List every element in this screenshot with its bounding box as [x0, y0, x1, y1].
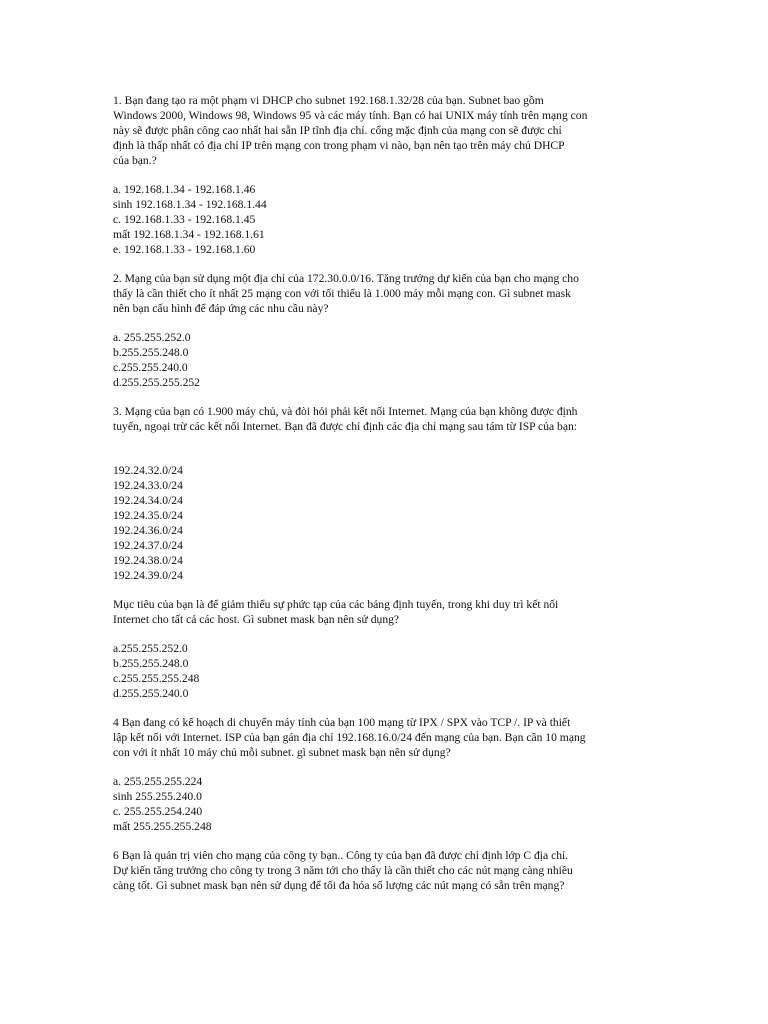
answer-option: c.255.255.240.0 — [113, 361, 188, 374]
question-4-text — [113, 715, 658, 760]
text-line: 6 Bạn là quản trị viên cho mạng của công ty bạn.. Công ty của bạn đã được chỉ định lớp C địa chỉ. — [113, 849, 569, 862]
text-line: 3. Mạng của bạn có 1.900 máy chủ, và đòi hỏi phải kết nối Internet. Mạng của bạn không được định — [113, 405, 578, 418]
answer-option: c.255.255.255.248 — [113, 672, 200, 685]
network-address: 192.24.32.0/24 — [113, 464, 183, 477]
question-1-options — [113, 182, 658, 257]
answer-option: b.255.255.248.0 — [113, 657, 189, 670]
answer-option: a. 255.255.255.224 — [113, 775, 203, 788]
text-line: 4 Bạn đang có kế hoạch di chuyển máy tính của bạn 100 mạng từ IPX / SPX vào TCP /. IP và thiết — [113, 716, 571, 729]
network-address: 192.24.35.0/24 — [113, 509, 183, 522]
text-line: lập kết nối với Internet. ISP của bạn gán địa chỉ 192.168.16.0/24 đến mạng của bạn. Bạn cần 10 mạng — [113, 731, 586, 744]
network-address: 192.24.39.0/24 — [113, 569, 183, 582]
answer-option: a.255.255.252.0 — [113, 642, 188, 655]
text-line: này sẽ được phân công cao nhất hai sẵn IP tĩnh địa chỉ. cổng mặc định của mạng con sẽ được chỉ — [113, 124, 562, 137]
question-3-options — [113, 641, 658, 701]
answer-option: b.255.255.248.0 — [113, 346, 189, 359]
spacer — [113, 448, 658, 463]
text-line: của bạn.? — [113, 154, 157, 167]
text-line: Mục tiêu của bạn là để giảm thiểu sự phức tạp của các bảng định tuyến, trong khi duy trì kết nối — [113, 598, 559, 611]
network-address: 192.24.37.0/24 — [113, 539, 183, 552]
text-line: con với ít nhất 10 máy chủ mỗi subnet. gì subnet mask bạn nên sử dụng? — [113, 746, 451, 759]
answer-option: e. 192.168.1.33 - 192.168.1.60 — [113, 243, 256, 256]
text-line: Dự kiến tăng trưởng cho công ty trong 3 năm tới cho thấy là cần thiết cho các nút mạng càng nhiều — [113, 864, 573, 877]
question-6-text — [113, 848, 658, 893]
question-3-goal — [113, 597, 658, 627]
answer-option: a. 255.255.252.0 — [113, 331, 191, 344]
answer-option: a. 192.168.1.34 - 192.168.1.46 — [113, 183, 256, 196]
answer-option: c. 255.255.254.240 — [113, 805, 203, 818]
text-line: tuyến, ngoại trừ các kết nối Internet. Bạn đã được chỉ định các địa chỉ mạng sau tám từ ISP của bạn: — [113, 420, 578, 433]
text-line: càng tốt. Gì subnet mask bạn nên sử dụng để tối đa hóa số lượng các nút mạng có sẵn trên mạng? — [113, 879, 565, 892]
text-line: thấy là cần thiết cho ít nhất 25 mạng con với tối thiểu là 1.000 máy mỗi mạng con. Gì subnet mask — [113, 287, 571, 300]
answer-option: d.255.255.255.252 — [113, 376, 200, 389]
document-body — [113, 93, 658, 907]
text-line: nên bạn cấu hình để đáp ứng các nhu cầu này? — [113, 302, 329, 315]
question-2-options — [113, 330, 658, 390]
text-line: Internet cho tất cả các host. Gì subnet mask bạn nên sử dụng? — [113, 613, 400, 626]
answer-option: c. 192.168.1.33 - 192.168.1.45 — [113, 213, 256, 226]
text-line: định là thấp nhất có địa chỉ IP trên mạng con trong phạm vi nào, bạn nên tạo trên máy chủ DHCP — [113, 139, 565, 152]
question-4-options — [113, 774, 658, 834]
text-line: Windows 2000, Windows 98, Windows 95 và các máy tính. Bạn có hai UNIX máy tính trên mạng con — [113, 109, 588, 122]
network-address: 192.24.38.0/24 — [113, 554, 183, 567]
answer-option: mất 192.168.1.34 - 192.168.1.61 — [113, 228, 265, 241]
question-1-text — [113, 93, 658, 168]
answer-option: d.255.255.240.0 — [113, 687, 189, 700]
question-2-text — [113, 271, 658, 316]
answer-option: mất 255.255.255.248 — [113, 820, 212, 833]
text-line: 2. Mạng của bạn sử dụng một địa chỉ của 172.30.0.0/16. Tăng trưởng dự kiến của bạn cho mạng cho — [113, 272, 579, 285]
network-address: 192.24.34.0/24 — [113, 494, 183, 507]
question-3-text — [113, 404, 658, 434]
network-address: 192.24.36.0/24 — [113, 524, 183, 537]
text-line: 1. Bạn đang tạo ra một phạm vi DHCP cho subnet 192.168.1.32/28 của bạn. Subnet bao gồm — [113, 94, 544, 107]
question-3-network-list — [113, 463, 658, 583]
answer-option: sinh 192.168.1.34 - 192.168.1.44 — [113, 198, 267, 211]
answer-option: sinh 255.255.240.0 — [113, 790, 202, 803]
network-address: 192.24.33.0/24 — [113, 479, 183, 492]
